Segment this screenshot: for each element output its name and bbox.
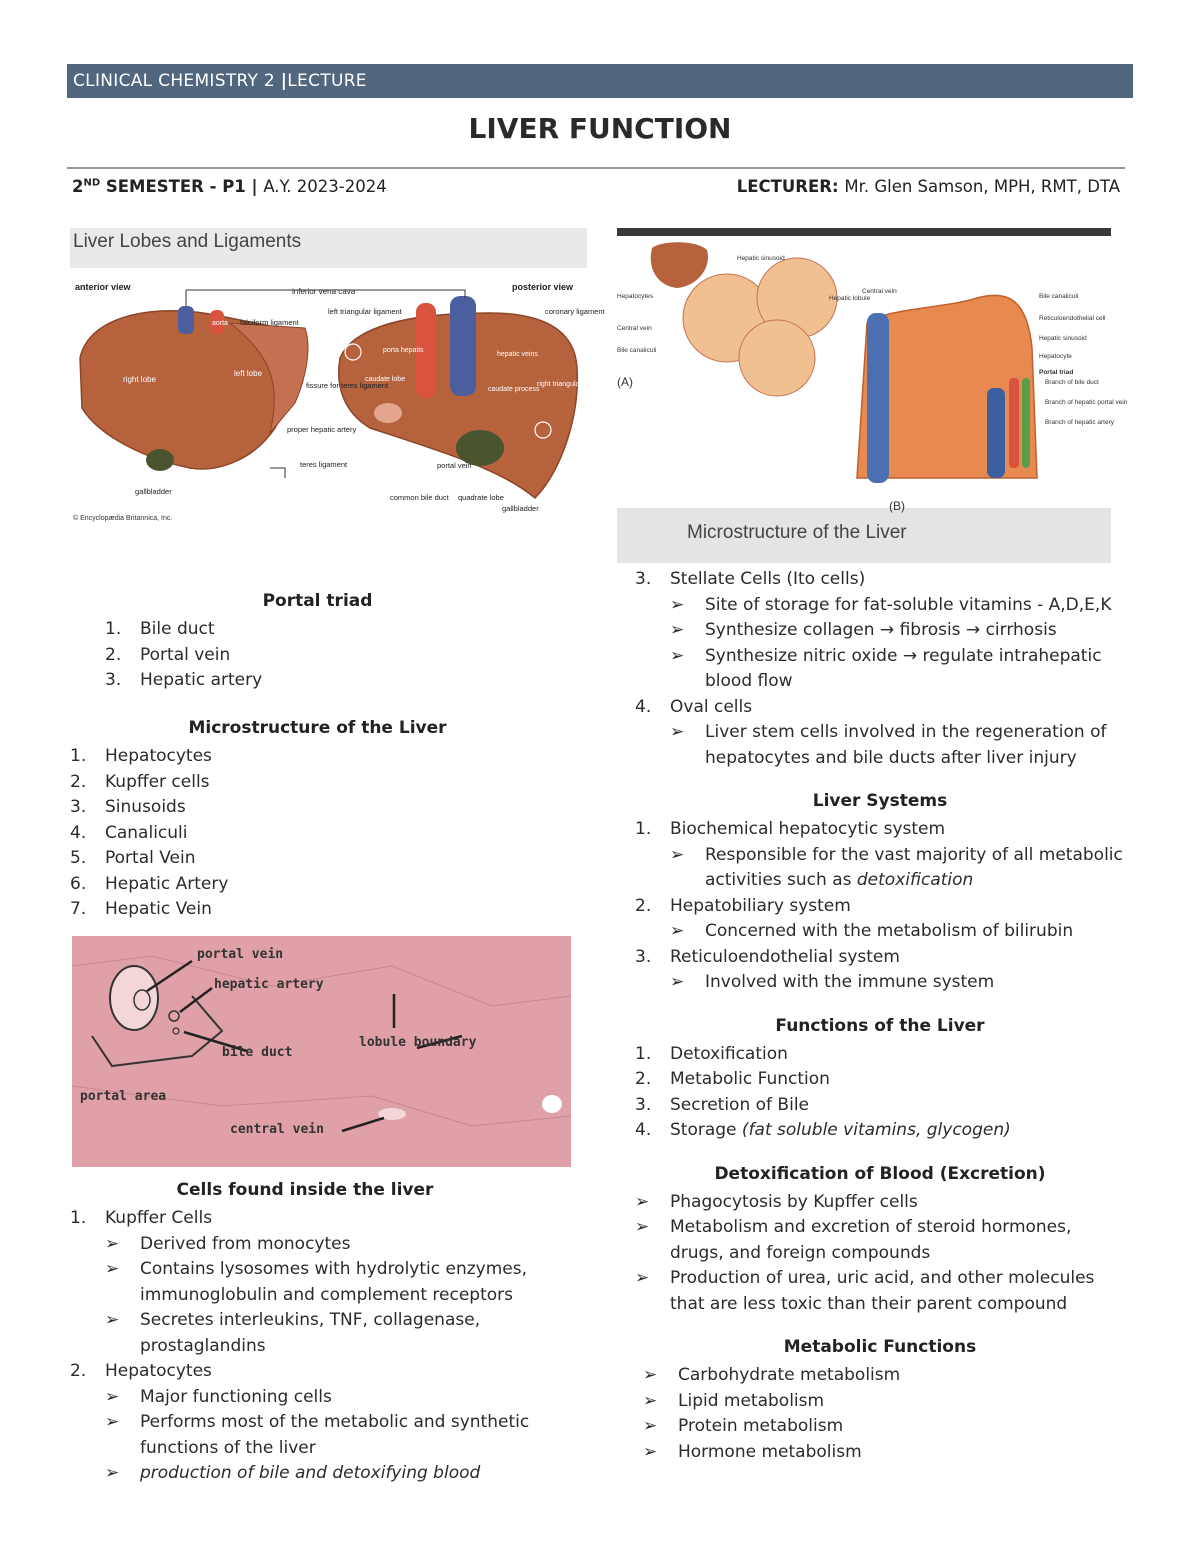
svg-text:hepatic artery: hepatic artery: [214, 977, 324, 992]
list-item: 3. Hepatic artery: [105, 670, 263, 690]
svg-text:right lobe: right lobe: [123, 375, 156, 384]
list-item: 2. Hepatobiliary system: [635, 895, 851, 916]
list-item: 2. Kupffer cells: [70, 771, 210, 792]
semester-info: 2ND SEMESTER - P1 | A.Y. 2023-2024: [72, 177, 387, 196]
liver-lobes-figure: [70, 228, 611, 563]
liver-lobes-illustration: [70, 228, 611, 563]
list-item: 3. Secretion of Bile: [635, 1094, 809, 1115]
cells-title: Cells found inside the liver: [176, 1180, 434, 1200]
list-item: 6. Hepatic Artery: [70, 873, 229, 894]
course-type: LECTURE: [287, 71, 367, 91]
svg-text:left triangular ligament: left triangular ligament: [328, 307, 402, 316]
sub-item: ➢ Derived from monocytes: [105, 1233, 351, 1254]
portal-triad-list: [70, 617, 565, 694]
microstructure-title: Microstructure of the Liver: [188, 718, 447, 738]
portal-triad-section: [70, 591, 565, 694]
svg-text:central vein: central vein: [230, 1122, 324, 1137]
svg-text:Hepatocytes: Hepatocytes: [617, 293, 654, 300]
svg-text:inferior vena cava: inferior vena cava: [292, 287, 356, 296]
svg-text:caudate lobe: caudate lobe: [365, 376, 406, 383]
list-item: 5. Portal Vein: [70, 848, 196, 868]
list-item: 1. Detoxification: [635, 1043, 788, 1064]
list-item: ➢ Phagocytosis by Kupffer cells: [635, 1191, 918, 1212]
metabolic-title: Metabolic Functions: [783, 1337, 977, 1357]
svg-text:(B): (B): [889, 499, 905, 513]
list-item: 1. Biochemical hepatocytic system: [635, 819, 946, 839]
list-item: 1. Bile duct: [105, 619, 215, 639]
sub-item: ➢ Site of storage for fat-soluble vitamins - A,D,E,K: [670, 594, 1112, 615]
title-divider: [67, 167, 1125, 169]
svg-text:portal area: portal area: [80, 1089, 167, 1104]
detox-title: Detoxification of Blood (Excretion): [714, 1163, 1046, 1184]
course-name: CLINICAL CHEMISTRY 2: [73, 71, 276, 91]
svg-text:Central vein: Central vein: [862, 288, 897, 295]
sub-item: ➢ Involved with the immune system: [670, 972, 995, 992]
svg-text:anterior view: anterior view: [75, 282, 131, 292]
microstructure-illustration: [617, 228, 1128, 563]
svg-text:Bile canaliculi: Bile canaliculi: [1039, 293, 1079, 300]
svg-text:gallbladder: gallbladder: [135, 487, 172, 496]
svg-text:Bile canaliculi: Bile canaliculi: [617, 347, 657, 354]
svg-text:Hepatocyte: Hepatocyte: [1039, 353, 1072, 360]
list-item: ➢ Metabolism and excretion of steroid hormones, drugs, and foreign compounds: [635, 1217, 1072, 1263]
sub-item: ➢ Concerned with the metabolism of bilirubin: [670, 921, 1074, 941]
svg-text:Central vein: Central vein: [617, 325, 652, 332]
sub-item: ➢ Major functioning cells: [105, 1386, 332, 1407]
svg-text:© Encyclopædia Britannica, Inc: © Encyclopædia Britannica, Inc.: [73, 515, 173, 522]
list-item: 7. Hepatic Vein: [70, 899, 212, 919]
academic-year: A.Y. 2023-2024: [263, 177, 387, 196]
histology-illustration: [72, 936, 571, 1167]
svg-text:portal vein: portal vein: [437, 461, 472, 470]
svg-text:fissure for teres ligament: fissure for teres ligament: [306, 381, 389, 390]
list-item: 4. Canaliculi: [70, 822, 188, 843]
svg-text:Reticuloendothelial cell: Reticuloendothelial cell: [1039, 315, 1106, 322]
list-item: ➢ Carbohydrate metabolism: [643, 1365, 901, 1385]
sub-item: ➢ production of bile and detoxifying blood: [105, 1463, 481, 1483]
sub-item: ➢ Secretes interleukins, TNF, collagenase, prostaglandins: [105, 1310, 481, 1356]
page-title: LIVER FUNCTION: [468, 112, 732, 145]
svg-text:common bile duct: common bile duct: [390, 493, 449, 502]
header-separator: |: [280, 71, 288, 91]
svg-text:coronary ligament: coronary ligament: [545, 307, 605, 316]
liver-microstructure-figure: [617, 228, 1128, 563]
list-item: 2. Hepatocytes: [70, 1361, 212, 1381]
list-item: 1. Kupffer Cells: [70, 1208, 213, 1228]
list-item: 3. Stellate Cells (Ito cells): [635, 569, 866, 589]
svg-text:Branch of hepatic portal vein: Branch of hepatic portal vein: [1045, 399, 1128, 406]
svg-text:caudate process: caudate process: [488, 386, 540, 393]
svg-text:Hepatic lobule: Hepatic lobule: [829, 295, 871, 302]
sub-item: ➢ Liver stem cells involved in the regeneration of hepatocytes and bile ducts after liver injury: [670, 722, 1107, 768]
svg-text:(A): (A): [617, 375, 633, 389]
list-item: 4. Oval cells: [635, 696, 753, 717]
svg-text:hepatic veins: hepatic veins: [497, 351, 538, 358]
list-item: 1. Hepatocytes: [70, 746, 212, 766]
liver-systems-title: Liver Systems: [812, 791, 948, 811]
svg-text:proper hepatic artery: proper hepatic artery: [287, 425, 357, 434]
svg-text:gallbladder: gallbladder: [502, 504, 539, 513]
list-item: 3. Sinusoids: [70, 797, 186, 817]
histology-figure: [72, 936, 571, 1167]
svg-text:teres ligament: teres ligament: [300, 460, 348, 469]
cells-section: [70, 1180, 540, 1487]
fig-lobes-title: Liver Lobes and Ligaments: [73, 231, 302, 252]
list-item: ➢ Lipid metabolism: [643, 1390, 825, 1411]
lecturer-info: LECTURER: Mr. Glen Samson, MPH, RMT, DTA: [736, 177, 1120, 196]
sub-item: ➢ Contains lysosomes with hydrolytic enzymes, immunoglobulin and complement receptors: [105, 1259, 527, 1305]
svg-text:Portal triad: Portal triad: [1039, 369, 1074, 376]
list-item: ➢ Protein metabolism: [643, 1416, 844, 1436]
svg-text:Hepatic sinusoid: Hepatic sinusoid: [737, 255, 785, 262]
svg-text:aorta: aorta: [212, 320, 228, 327]
svg-text:portal vein: portal vein: [197, 947, 284, 962]
header-bar: [67, 64, 1133, 98]
list-item: ➢ Hormone metabolism: [643, 1441, 862, 1462]
svg-text:lobule boundary: lobule boundary: [359, 1035, 477, 1050]
functions-title: Functions of the Liver: [775, 1015, 985, 1036]
sub-item: ➢ Responsible for the vast majority of all metabolic activities such as detoxification: [670, 844, 1123, 890]
list-item: 4. Storage (fat soluble vitamins, glycogen): [635, 1120, 1011, 1140]
svg-text:posterior view: posterior view: [512, 282, 574, 292]
list-item: 2. Metabolic Function: [635, 1069, 830, 1089]
list-item: ➢ Production of urea, uric acid, and other molecules that are less toxic than their parent compound: [635, 1268, 1095, 1314]
svg-text:left lobe: left lobe: [234, 369, 263, 378]
microstructure-section: [70, 718, 565, 923]
sub-item: ➢ Synthesize nitric oxide → regulate intrahepatic blood flow: [670, 645, 1102, 691]
svg-text:Hepatic sinusoid: Hepatic sinusoid: [1039, 335, 1087, 342]
svg-text:right triangular ligament: right triangular ligament: [537, 381, 611, 388]
sub-item: ➢ Performs most of the metabolic and synthetic functions of the liver: [105, 1412, 530, 1458]
svg-text:porta hepatis: porta hepatis: [383, 347, 424, 354]
microstructure-list: [70, 744, 565, 923]
portal-triad-title: Portal triad: [262, 591, 373, 611]
svg-text:Branch of bile duct: Branch of bile duct: [1045, 379, 1099, 386]
svg-text:bile duct: bile duct: [222, 1045, 293, 1060]
right-column: [635, 567, 1125, 1465]
list-item: 3. Reticuloendothelial system: [635, 946, 900, 967]
fig-micro-caption: Microstructure of the Liver: [687, 522, 907, 543]
lecturer-name: Mr. Glen Samson, MPH, RMT, DTA: [844, 177, 1120, 196]
svg-text:Branch of hepatic artery: Branch of hepatic artery: [1045, 419, 1115, 426]
svg-text:quadrate lobe: quadrate lobe: [458, 493, 504, 502]
svg-text:falciform ligament: falciform ligament: [240, 318, 299, 327]
list-item: 2. Portal vein: [105, 644, 231, 665]
sub-item: ➢ Synthesize collagen → fibrosis → cirrhosis: [670, 620, 1057, 640]
